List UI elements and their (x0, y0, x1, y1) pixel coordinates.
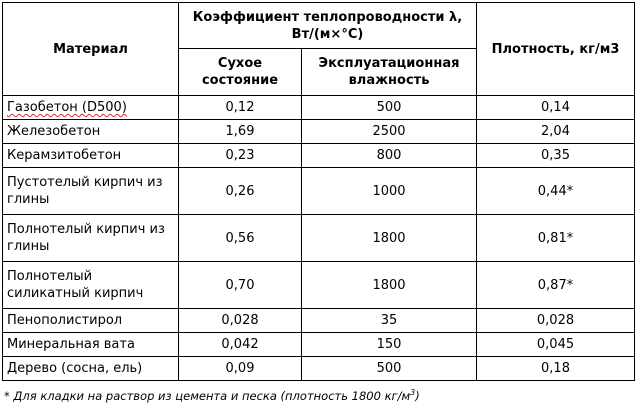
dry-value: 0,028 (179, 309, 302, 333)
header-dry-state: Сухое состояние (179, 49, 302, 96)
density-value: 0,81* (477, 215, 635, 262)
material-name: Полнотелый кирпич из глины (3, 215, 179, 262)
table-row (3, 96, 635, 120)
density-value: 0,35 (477, 144, 635, 168)
header-material: Материал (3, 3, 179, 96)
table-row (3, 120, 635, 144)
humid-value: 500 (302, 357, 477, 381)
material-name: Газобетон (D500) (3, 96, 179, 120)
table-row (3, 144, 635, 168)
dry-value: 0,70 (179, 262, 302, 309)
humid-value: 35 (302, 309, 477, 333)
dry-value: 0,12 (179, 96, 302, 120)
table-row (3, 168, 635, 215)
footnote-end: ) (415, 388, 420, 403)
humid-value: 500 (302, 96, 477, 120)
density-value: 2,04 (477, 120, 635, 144)
density-value: 0,028 (477, 309, 635, 333)
material-name: Пустотелый кирпич из глины (3, 168, 179, 215)
table-row (3, 215, 635, 262)
material-name: Керамзитобетон (3, 144, 179, 168)
humid-value: 2500 (302, 120, 477, 144)
material-name: Дерево (сосна, ель) (3, 357, 179, 381)
table-row (3, 357, 635, 381)
material-name: Железобетон (3, 120, 179, 144)
density-value: 0,18 (477, 357, 635, 381)
humid-value: 800 (302, 144, 477, 168)
dry-value: 0,09 (179, 357, 302, 381)
density-value: 0,045 (477, 333, 635, 357)
table-row (3, 262, 635, 309)
humid-value: 1800 (302, 262, 477, 309)
humid-value: 150 (302, 333, 477, 357)
table-row (3, 309, 635, 333)
density-value: 0,44* (477, 168, 635, 215)
footnote-text: * Для кладки на раствор из цемента и песка (плотность 1800 кг/м (4, 388, 411, 403)
dry-value: 0,23 (179, 144, 302, 168)
density-value: 0,87* (477, 262, 635, 309)
thermal-conductivity-table (2, 2, 635, 381)
header-coefficient: Коэффициент теплопроводности λ, Вт/(м×°С) (179, 3, 477, 49)
material-name: Минеральная вата (3, 333, 179, 357)
header-density: Плотность, кг/м3 (477, 3, 635, 96)
material-name: Полнотелый силикатный кирпич (3, 262, 179, 309)
table-row (3, 333, 635, 357)
footnote-superscript: 3 (410, 388, 416, 397)
density-value: 0,14 (477, 96, 635, 120)
header-operating-humidity: Эксплуатационная влажность (302, 49, 477, 96)
dry-value: 0,042 (179, 333, 302, 357)
humid-value: 1800 (302, 215, 477, 262)
material-name: Пенополистирол (3, 309, 179, 333)
humid-value: 1000 (302, 168, 477, 215)
dry-value: 0,56 (179, 215, 302, 262)
dry-value: 0,26 (179, 168, 302, 215)
footnote (4, 388, 420, 403)
dry-value: 1,69 (179, 120, 302, 144)
